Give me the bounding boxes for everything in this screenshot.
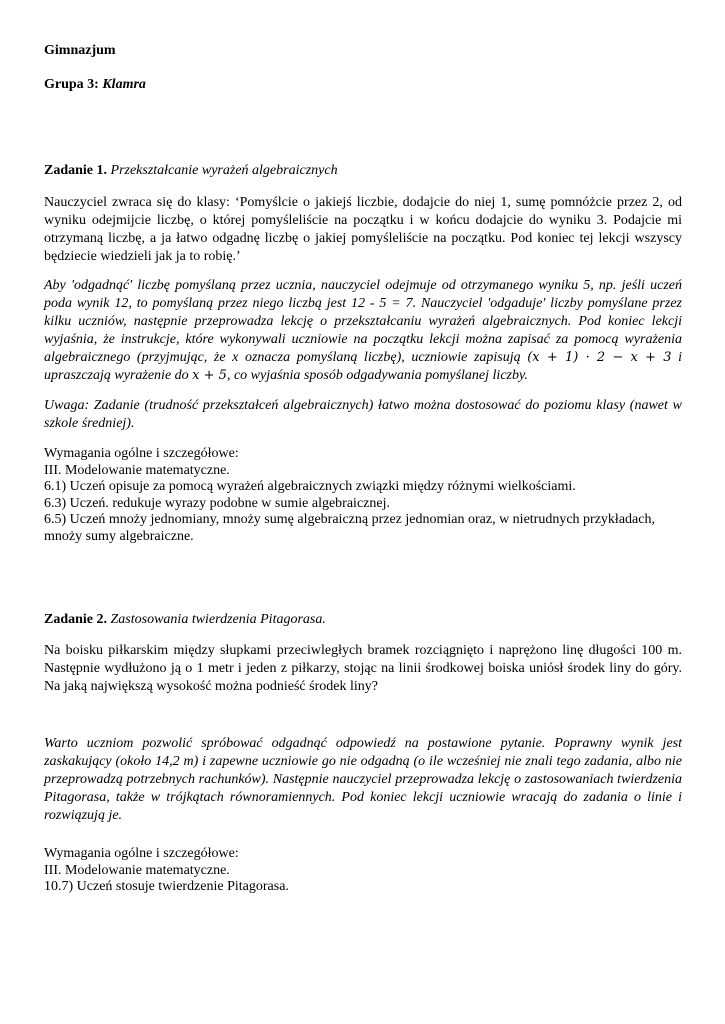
task1-req-line: III. Modelowanie matematyczne. [44,462,230,478]
group-name: Klamra [102,77,146,92]
task1-req-line: Wymagania ogólne i szczegółowe: [44,446,239,461]
task2-note: Warto uczniom pozwolić spróbować odgadnąć odpowiedź na postawione pytanie. Poprawny wynik jest zaskakujący (około 14,2 m) i zapewne uczniowie go nie odgadną (o ile wcześniej nie znali tego zadania, albo nie przeprowadzą potrzebnych rachunków). Następnie nauczyciel przeprowadza lekcję o zastosowaniach twierdzenia Pitagorasa, także w trójkątach równoramiennych. Pod koniec lekcji uczniowie wracają do zadania o linie i rozwiązują je. [44,736,682,823]
task1-req-line: 6.5) Uczeń mnoży jednomiany, mnoży sumę algebraiczną przez jednomian oraz, w nietrudnych przykładach, mnoży sumy algebraiczne. [44,512,655,544]
task2-requirements [44,846,682,896]
task1-remark: Uwaga: Zadanie (trudność przekształceń algebraicznych) łatwo można dostosować do poziomu klasy (nawet w szkole średniej). [44,398,682,431]
task1-req-line: 6.1) Uczeń opisuje za pomocą wyrażeń algebraicznych związki między różnymi wielkościami. [44,479,576,494]
task1-number: Zadanie 1. [44,163,108,178]
task1-text: Nauczyciel zwraca się do klasy: ‘Pomyślcie o jakiejś liczbie, dodajcie do niej 1, sumę pomnóżcie przez 2, od wyniku odejmijcie liczbę, o której pomyśleliście na początku i w końcu dodajcie do wyniku 3. Podajcie mi otrzymaną liczbę, a ja łatwo odgadnę liczbę o jakiej pomyśleliście na początku. Pod koniec tej lekcji wszyscy będziecie wiedzieli jak ja to robię.’ [44,195,682,264]
task1-expression-1: (x + 1) · 2 − x + 3 [527,350,672,365]
group-label: Grupa 3: [44,77,99,92]
task2-req-line: III. Modelowanie matematyczne. [44,862,230,878]
task1-requirements [44,446,682,545]
task1-note-part2: i upraszczają wyrażenie do [44,350,683,383]
task2-text: Na boisku piłkarskim między słupkami przeciwległych bramek rozciągnięto i naprężono linę długości 100 m. Następnie wydłużono ją o 1 metr i jeden z piłkarzy, stojąc na linii środkowej boiska uniósł środek liny do góry. Na jaką największą wysokość można podnieść środek liny? [44,643,682,694]
task1-note-part1: Aby 'odgadnąć' liczbę pomyślaną przez ucznia, nauczyciel odejmuje od otrzymanego wyniku 5, np. jeśli uczeń poda wynik 12, to pomyślaną przez niego liczbą jest 12 - 5 = 7. Nauczyciel 'odgaduje' liczby pomyślane przez kilku uczniów, następnie przeprowadza lekcję o przekształcaniu wyrażeń algebraicznych. Pod koniec lekcji wyjaśnia, że instrukcje, które wykonywali uczniowie na początku lekcji można zapisać za pomocą wyrażenia algebraicznego (przyjmując, że x oznacza pomyślaną liczbę), uczniowie zapisują [44,278,682,365]
task1-expression-2: x + 5 [192,368,227,383]
task2-req-line: 10.7) Uczeń stosuje twierdzenie Pitagorasa. [44,879,289,894]
task1-req-line: 6.3) Uczeń. redukuje wyrazy podobne w sumie algebraicznej. [44,495,390,511]
task1-note [44,277,682,385]
task2-req-line: Wymagania ogólne i szczegółowe: [44,846,239,861]
task2-heading [44,612,682,628]
task1-title: Przekształcanie wyrażeń algebraicznych [110,163,338,178]
task1-heading [44,163,682,179]
task2-title: Zastosowania twierdzenia Pitagorasa. [110,612,326,627]
school-heading: Gimnazjum [44,43,116,58]
task2-number: Zadanie 2. [44,612,108,627]
task1-note-part3: , co wyjaśnia sposób odgadywania pomyślanej liczby. [226,368,528,383]
group-heading [44,77,682,93]
